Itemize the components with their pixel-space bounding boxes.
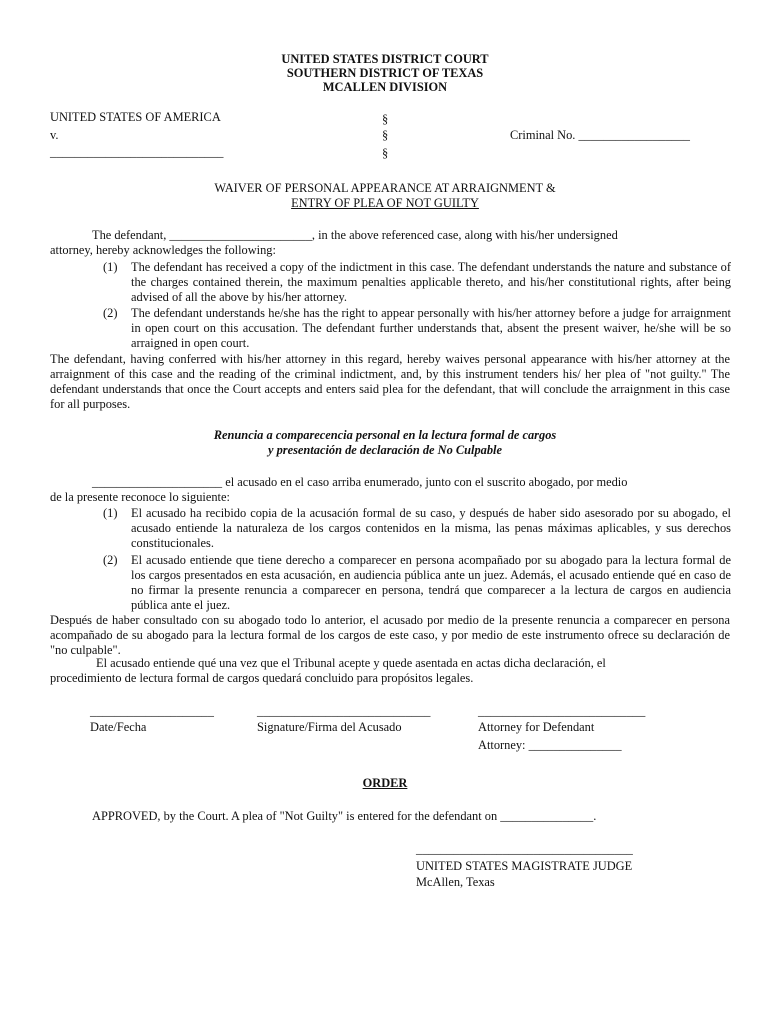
versus-label: v.: [50, 128, 59, 142]
item-text: El acusado entiende que tiene derecho a comparecer en persona acompañado por su abogado para la lectura formal de los cargos presentados en esta acusación, en audiencia pública ante un juez. Además, el acusado entiende qué en caso de no firmar la presente renuncia a comparecer en persona, tendrá que comparecer a la lectura de cargos en audiencia pública ante el juez.: [131, 553, 731, 612]
english-intro-line1: The defendant, _______________________, in the above referenced case, along with his/her undersigned: [92, 228, 618, 242]
item-number: (1): [103, 260, 118, 274]
spanish-closing-paragraph: Después de haber consultado con su abogado todo lo anterior, el acusado por medio de la presente renuncia a comparecer en persona acompañado de su abogado para la lectura formal de los cargos de este caso, y por medio de este instrumento ofrece su declaración de "no culpable".: [50, 613, 730, 657]
item-text: El acusado ha recibido copia de la acusación formal de su caso, y después de haber sido asesorado por su abogado, el acusado entiende la naturaleza de los cargos contenidos en la misma, las penas máximas aplicables, y sus derechos constitucionales.: [131, 506, 731, 550]
court-location: McAllen, Texas: [416, 875, 495, 889]
defendant-line: ____________________________: [50, 145, 224, 159]
spanish-intro-line1: _____________________ el acusado en el caso arriba enumerado, junto con el suscrito abogado, por medio: [92, 475, 628, 489]
item-text: The defendant has received a copy of the indictment in this case. The defendant understands the nature and substance of the charges contained therein, the maximum penalties applicable thereto, and his/her constitutional rights, after being advised of all the above by his/her attorney.: [131, 260, 731, 304]
judge-signature-line[interactable]: ___________________________________: [416, 842, 633, 856]
spanish-title-line2: y presentación de declaración de No Culpable: [267, 443, 503, 457]
order-heading: ORDER: [362, 776, 408, 790]
section-mark: §: [382, 128, 389, 142]
defendant-signature-line[interactable]: ____________________________: [257, 704, 431, 718]
waiver-title-line2-text: ENTRY OF PLEA OF NOT GUILTY: [291, 196, 479, 210]
court-name: UNITED STATES DISTRICT COURT: [281, 52, 489, 66]
division-name: MCALLEN DIVISION: [322, 80, 448, 94]
attorney-signature-line[interactable]: ___________________________: [478, 704, 646, 718]
waiver-title-line1: WAIVER OF PERSONAL APPEARANCE AT ARRAIGNMENT &: [214, 181, 556, 195]
judge-title: UNITED STATES MAGISTRATE JUDGE: [416, 859, 633, 873]
defendant-signature-label: Signature/Firma del Acusado: [257, 720, 402, 734]
plaintiff-name: UNITED STATES OF AMERICA: [50, 110, 221, 124]
district-name: SOUTHERN DISTRICT OF TEXAS: [286, 66, 484, 80]
attorney-signature-label: Attorney for Defendant: [478, 720, 595, 734]
english-closing-paragraph: The defendant, having conferred with his/her attorney in this regard, hereby waives personal appearance with his/her attorney at the arraignment of this case and the reading of the criminal indictment, and, by this instrument tenders his/ her plea of "not guilty." The defendant understands that once the Court accepts and enters said plea for the defendant, that will conclude the arraignment in this case for all purposes.: [50, 352, 730, 411]
attorney-name-line[interactable]: Attorney: _______________: [478, 738, 622, 752]
date-signature-line[interactable]: ____________________: [90, 704, 214, 718]
spanish-closing2-line1: El acusado entiende qué una vez que el Tribunal acepte y quede asentada en actas dicha declaración, el: [96, 656, 606, 670]
item-text: The defendant understands he/she has the right to appear personally with his/her attorney before a judge for arraignment in open court on this accusation. The defendant further understands that, absent the present waiver, he/she will be so arraigned in open court.: [131, 306, 731, 350]
criminal-number: Criminal No. __________________: [510, 128, 691, 142]
item-number: (1): [103, 506, 118, 520]
item-number: (2): [103, 306, 118, 320]
english-intro-line2: attorney, hereby acknowledges the following:: [50, 243, 276, 257]
spanish-intro-line2: de la presente reconoce lo siguiente:: [50, 490, 230, 504]
waiver-title-line2: [0, 196, 770, 211]
section-mark: §: [382, 146, 389, 160]
item-number: (2): [103, 553, 118, 567]
date-label: Date/Fecha: [90, 720, 147, 734]
spanish-closing2-line2: procedimiento de lectura formal de cargos quedará concluido para propósitos legales.: [50, 671, 474, 685]
section-mark: §: [382, 112, 389, 126]
order-text: APPROVED, by the Court. A plea of "Not Guilty" is entered for the defendant on _______________.: [92, 809, 597, 823]
spanish-title-line1: Renuncia a comparecencia personal en la lectura formal de cargos: [213, 428, 557, 442]
